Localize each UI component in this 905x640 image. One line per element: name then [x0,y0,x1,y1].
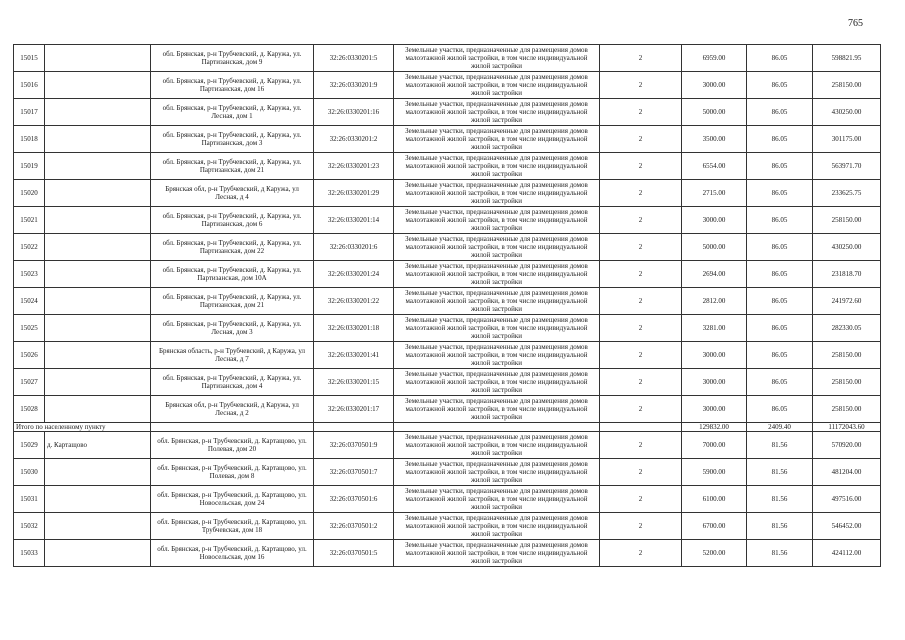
group-cell: 2 [600,369,682,396]
table-row [14,369,881,396]
land-use-cell: Земельные участки, предназначенные для размещения домов малоэтажной жилой застройки, в том числе индивидуальной жилой застройки [394,288,600,315]
row-number: 15024 [14,288,45,315]
group-cell: 2 [600,486,682,513]
table-row [14,396,881,423]
area-cell: 3000.00 [682,207,747,234]
empty-cell [45,180,151,207]
rate-cell: 86.05 [747,288,813,315]
cadastral-number-cell: 32:26:0370501:2 [314,513,394,540]
cadastral-number-cell: 32:26:0330201:17 [314,396,394,423]
empty-cell [45,369,151,396]
table-row [14,99,881,126]
area-cell: 2715.00 [682,180,747,207]
area-cell: 6100.00 [682,486,747,513]
cadastral-number-cell: 32:26:0330201:14 [314,207,394,234]
address-cell: обл. Брянская, р-н Трубчевский, д. Каружа, ул. Партизанская, дом 16 [151,72,314,99]
empty-cell [45,207,151,234]
rate-cell: 86.05 [747,207,813,234]
subtotal-section [14,423,881,432]
cadastral-value-cell: 424112.00 [813,540,881,567]
row-number: 15026 [14,342,45,369]
cadastral-number-cell: 32:26:0330201:24 [314,261,394,288]
rate-cell: 86.05 [747,369,813,396]
empty-cell [45,72,151,99]
row-number: 15032 [14,513,45,540]
address-cell: обл. Брянская, р-н Трубчевский, д. Каружа, ул. Партизанская, дом 21 [151,288,314,315]
address-cell: обл. Брянская, р-н Трубчевский, д. Картащово, ул. Новосельская, дом 16 [151,540,314,567]
area-cell: 2812.00 [682,288,747,315]
rate-cell: 81.56 [747,459,813,486]
cadastral-value-cell: 258150.00 [813,396,881,423]
table-row [14,432,881,459]
area-cell: 6700.00 [682,513,747,540]
area-cell: 6554.00 [682,153,747,180]
area-cell: 3000.00 [682,72,747,99]
empty-cell [45,261,151,288]
table-row [14,153,881,180]
rate-cell: 86.05 [747,45,813,72]
cadastral-number-cell: 32:26:0330201:2 [314,126,394,153]
row-number: 15025 [14,315,45,342]
group-cell: 2 [600,72,682,99]
address-cell: обл. Брянская, р-н Трубчевский, д. Каружа, ул. Партизанская, дом 4 [151,369,314,396]
row-number: 15028 [14,396,45,423]
area-cell: 3281.00 [682,315,747,342]
row-number: 15023 [14,261,45,288]
cadastral-value-cell: 258150.00 [813,207,881,234]
area-cell: 3500.00 [682,126,747,153]
empty-cell [45,342,151,369]
cadastral-number-cell: 32:26:0330201:9 [314,72,394,99]
rate-cell: 86.05 [747,72,813,99]
address-cell: обл. Брянская, р-н Трубчевский, д. Каружа, ул. Партизанская, дом 22 [151,234,314,261]
area-cell: 5900.00 [682,459,747,486]
empty-cell [45,540,151,567]
subtotal-label: Итого по населенному пункту [14,423,151,432]
cadastral-value-cell: 430250.00 [813,234,881,261]
table-row [14,288,881,315]
empty-cell [45,315,151,342]
land-use-cell: Земельные участки, предназначенные для размещения домов малоэтажной жилой застройки, в том числе индивидуальной жилой застройки [394,126,600,153]
row-number: 15021 [14,207,45,234]
address-cell: обл. Брянская, р-н Трубчевский, д. Каружа, ул. Партизанская, дом 9 [151,45,314,72]
cadastral-number-cell: 32:26:0330201:15 [314,369,394,396]
settlement-label: д. Картащово [45,432,151,459]
group-cell: 2 [600,45,682,72]
cadastral-number-cell: 32:26:0370501:5 [314,540,394,567]
land-use-cell: Земельные участки, предназначенные для размещения домов малоэтажной жилой застройки, в том числе индивидуальной жилой застройки [394,540,600,567]
empty-cell [45,396,151,423]
cadastral-number-cell: 32:26:0330201:18 [314,315,394,342]
row-number: 15027 [14,369,45,396]
table-row [14,207,881,234]
rate-cell: 86.05 [747,315,813,342]
group-cell: 2 [600,459,682,486]
row-number: 15031 [14,486,45,513]
area-cell: 3000.00 [682,396,747,423]
land-use-cell: Земельные участки, предназначенные для размещения домов малоэтажной жилой застройки, в том числе индивидуальной жилой застройки [394,207,600,234]
address-cell: обл. Брянская, р-н Трубчевский, д. Картащово, ул. Трубчевская, дом 18 [151,513,314,540]
rate-cell: 86.05 [747,396,813,423]
table-row [14,315,881,342]
cadastral-value-cell: 570920.00 [813,432,881,459]
group-cell: 2 [600,513,682,540]
empty-cell [45,459,151,486]
land-use-cell: Земельные участки, предназначенные для размещения домов малоэтажной жилой застройки, в том числе индивидуальной жилой застройки [394,234,600,261]
subtotal-value: 11172043.60 [813,423,881,432]
table-row [14,486,881,513]
subtotal-empty-cell [394,423,600,432]
cadastral-value-cell: 233625.75 [813,180,881,207]
group-cell: 2 [600,396,682,423]
group-cell: 2 [600,207,682,234]
table-row [14,513,881,540]
cadastral-number-cell: 32:26:0330201:6 [314,234,394,261]
rate-cell: 86.05 [747,153,813,180]
subtotal-empty-cell [151,423,314,432]
table-body-group-2 [14,432,881,567]
rate-cell: 86.05 [747,342,813,369]
empty-cell [45,288,151,315]
subtotal-empty-cell [600,423,682,432]
address-cell: Брянская обл, р-н Трубчевский, д Каружа, ул Лесная, д 2 [151,396,314,423]
subtotal-rate: 2409.40 [747,423,813,432]
group-cell: 2 [600,315,682,342]
table-row [14,261,881,288]
land-use-cell: Земельные участки, предназначенные для размещения домов малоэтажной жилой застройки, в том числе индивидуальной жилой застройки [394,432,600,459]
group-cell: 2 [600,432,682,459]
cadastral-value-cell: 241972.60 [813,288,881,315]
address-cell: обл. Брянская, р-н Трубчевский, д. Каружа, ул. Лесная, дом 1 [151,99,314,126]
address-cell: Брянская область, р-н Трубчевский, д Каружа, ул Лесная, д 7 [151,342,314,369]
area-cell: 5000.00 [682,99,747,126]
land-use-cell: Земельные участки, предназначенные для размещения домов малоэтажной жилой застройки, в том числе индивидуальной жилой застройки [394,153,600,180]
address-cell: обл. Брянская, р-н Трубчевский, д. Каружа, ул. Партизанская, дом 6 [151,207,314,234]
row-number: 15020 [14,180,45,207]
cadastral-value-cell: 598821.95 [813,45,881,72]
group-cell: 2 [600,540,682,567]
land-use-cell: Земельные участки, предназначенные для размещения домов малоэтажной жилой застройки, в том числе индивидуальной жилой застройки [394,315,600,342]
address-cell: обл. Брянская, р-н Трубчевский, д. Каружа, ул. Партизанская, дом 10А [151,261,314,288]
rate-cell: 81.56 [747,486,813,513]
land-use-cell: Земельные участки, предназначенные для размещения домов малоэтажной жилой застройки, в том числе индивидуальной жилой застройки [394,369,600,396]
table-row [14,342,881,369]
cadastral-number-cell: 32:26:0330201:41 [314,342,394,369]
row-number: 15019 [14,153,45,180]
area-cell: 5200.00 [682,540,747,567]
rate-cell: 81.56 [747,432,813,459]
cadastral-value-cell: 231818.70 [813,261,881,288]
address-cell: обл. Брянская, р-н Трубчевский, д. Каружа, ул. Лесная, дом 3 [151,315,314,342]
address-cell: обл. Брянская, р-н Трубчевский, д. Картащово, ул. Новосельская, дом 24 [151,486,314,513]
address-cell: Брянская обл, р-н Трубчевский, д Каружа, ул Лесная, д 4 [151,180,314,207]
cadastral-value-cell: 301175.00 [813,126,881,153]
group-cell: 2 [600,261,682,288]
area-cell: 2694.00 [682,261,747,288]
rate-cell: 81.56 [747,513,813,540]
group-cell: 2 [600,288,682,315]
subtotal-empty-cell [314,423,394,432]
rate-cell: 86.05 [747,261,813,288]
group-cell: 2 [600,342,682,369]
cadastral-value-cell: 258150.00 [813,369,881,396]
address-cell: обл. Брянская, р-н Трубчевский, д. Каружа, ул. Партизанская, дом 21 [151,153,314,180]
address-cell: обл. Брянская, р-н Трубчевский, д. Картащово, ул. Полевая, дом 8 [151,459,314,486]
group-cell: 2 [600,126,682,153]
cadastral-value-cell: 258150.00 [813,72,881,99]
area-cell: 5000.00 [682,234,747,261]
cadastral-number-cell: 32:26:0330201:29 [314,180,394,207]
cadastral-value-cell: 282330.05 [813,315,881,342]
empty-cell [45,153,151,180]
cadastral-number-cell: 32:26:0330201:22 [314,288,394,315]
table-row [14,540,881,567]
row-number: 15017 [14,99,45,126]
rate-cell: 81.56 [747,540,813,567]
cadastral-value-cell: 430250.00 [813,99,881,126]
area-cell: 3000.00 [682,342,747,369]
address-cell: обл. Брянская, р-н Трубчевский, д. Картащово, ул. Полевая, дом 20 [151,432,314,459]
row-number: 15033 [14,540,45,567]
group-cell: 2 [600,180,682,207]
rate-cell: 86.05 [747,126,813,153]
land-registry-table [13,44,881,567]
land-use-cell: Земельные участки, предназначенные для размещения домов малоэтажной жилой застройки, в том числе индивидуальной жилой застройки [394,99,600,126]
row-number: 15016 [14,72,45,99]
row-number: 15018 [14,126,45,153]
rate-cell: 86.05 [747,99,813,126]
cadastral-value-cell: 563971.70 [813,153,881,180]
cadastral-number-cell: 32:26:0370501:9 [314,432,394,459]
area-cell: 7000.00 [682,432,747,459]
address-cell: обл. Брянская, р-н Трубчевский, д. Каружа, ул. Партизанская, дом 3 [151,126,314,153]
table-row [14,72,881,99]
area-cell: 6959.00 [682,45,747,72]
cadastral-number-cell: 32:26:0330201:16 [314,99,394,126]
empty-cell [45,45,151,72]
group-cell: 2 [600,153,682,180]
empty-cell [45,486,151,513]
area-cell: 3000.00 [682,369,747,396]
table-row [14,459,881,486]
empty-cell [45,234,151,261]
rate-cell: 86.05 [747,180,813,207]
table-row [14,180,881,207]
land-use-cell: Земельные участки, предназначенные для размещения домов малоэтажной жилой застройки, в том числе индивидуальной жилой застройки [394,459,600,486]
cadastral-number-cell: 32:26:0330201:5 [314,45,394,72]
empty-cell [45,99,151,126]
cadastral-value-cell: 546452.00 [813,513,881,540]
land-use-cell: Земельные участки, предназначенные для размещения домов малоэтажной жилой застройки, в том числе индивидуальной жилой застройки [394,180,600,207]
row-number: 15029 [14,432,45,459]
land-use-cell: Земельные участки, предназначенные для размещения домов малоэтажной жилой застройки, в том числе индивидуальной жилой застройки [394,396,600,423]
empty-cell [45,126,151,153]
land-use-cell: Земельные участки, предназначенные для размещения домов малоэтажной жилой застройки, в том числе индивидуальной жилой застройки [394,72,600,99]
cadastral-number-cell: 32:26:0370501:7 [314,459,394,486]
land-use-cell: Земельные участки, предназначенные для размещения домов малоэтажной жилой застройки, в том числе индивидуальной жилой застройки [394,261,600,288]
page-number: 765 [848,18,863,29]
table-row [14,45,881,72]
group-cell: 2 [600,99,682,126]
empty-cell [45,513,151,540]
table-row [14,126,881,153]
table-row [14,234,881,261]
cadastral-number-cell: 32:26:0330201:23 [314,153,394,180]
land-use-cell: Земельные участки, предназначенные для размещения домов малоэтажной жилой застройки, в том числе индивидуальной жилой застройки [394,486,600,513]
cadastral-number-cell: 32:26:0370501:6 [314,486,394,513]
cadastral-value-cell: 497516.00 [813,486,881,513]
subtotal-area: 129832.00 [682,423,747,432]
land-use-cell: Земельные участки, предназначенные для размещения домов малоэтажной жилой застройки, в том числе индивидуальной жилой застройки [394,513,600,540]
cadastral-value-cell: 258150.00 [813,342,881,369]
row-number: 15015 [14,45,45,72]
cadastral-value-cell: 481204.00 [813,459,881,486]
land-use-cell: Земельные участки, предназначенные для размещения домов малоэтажной жилой застройки, в том числе индивидуальной жилой застройки [394,342,600,369]
subtotal-row [14,423,881,432]
group-cell: 2 [600,234,682,261]
row-number: 15030 [14,459,45,486]
land-use-cell: Земельные участки, предназначенные для размещения домов малоэтажной жилой застройки, в том числе индивидуальной жилой застройки [394,45,600,72]
rate-cell: 86.05 [747,234,813,261]
table-body-group-1 [14,45,881,423]
row-number: 15022 [14,234,45,261]
